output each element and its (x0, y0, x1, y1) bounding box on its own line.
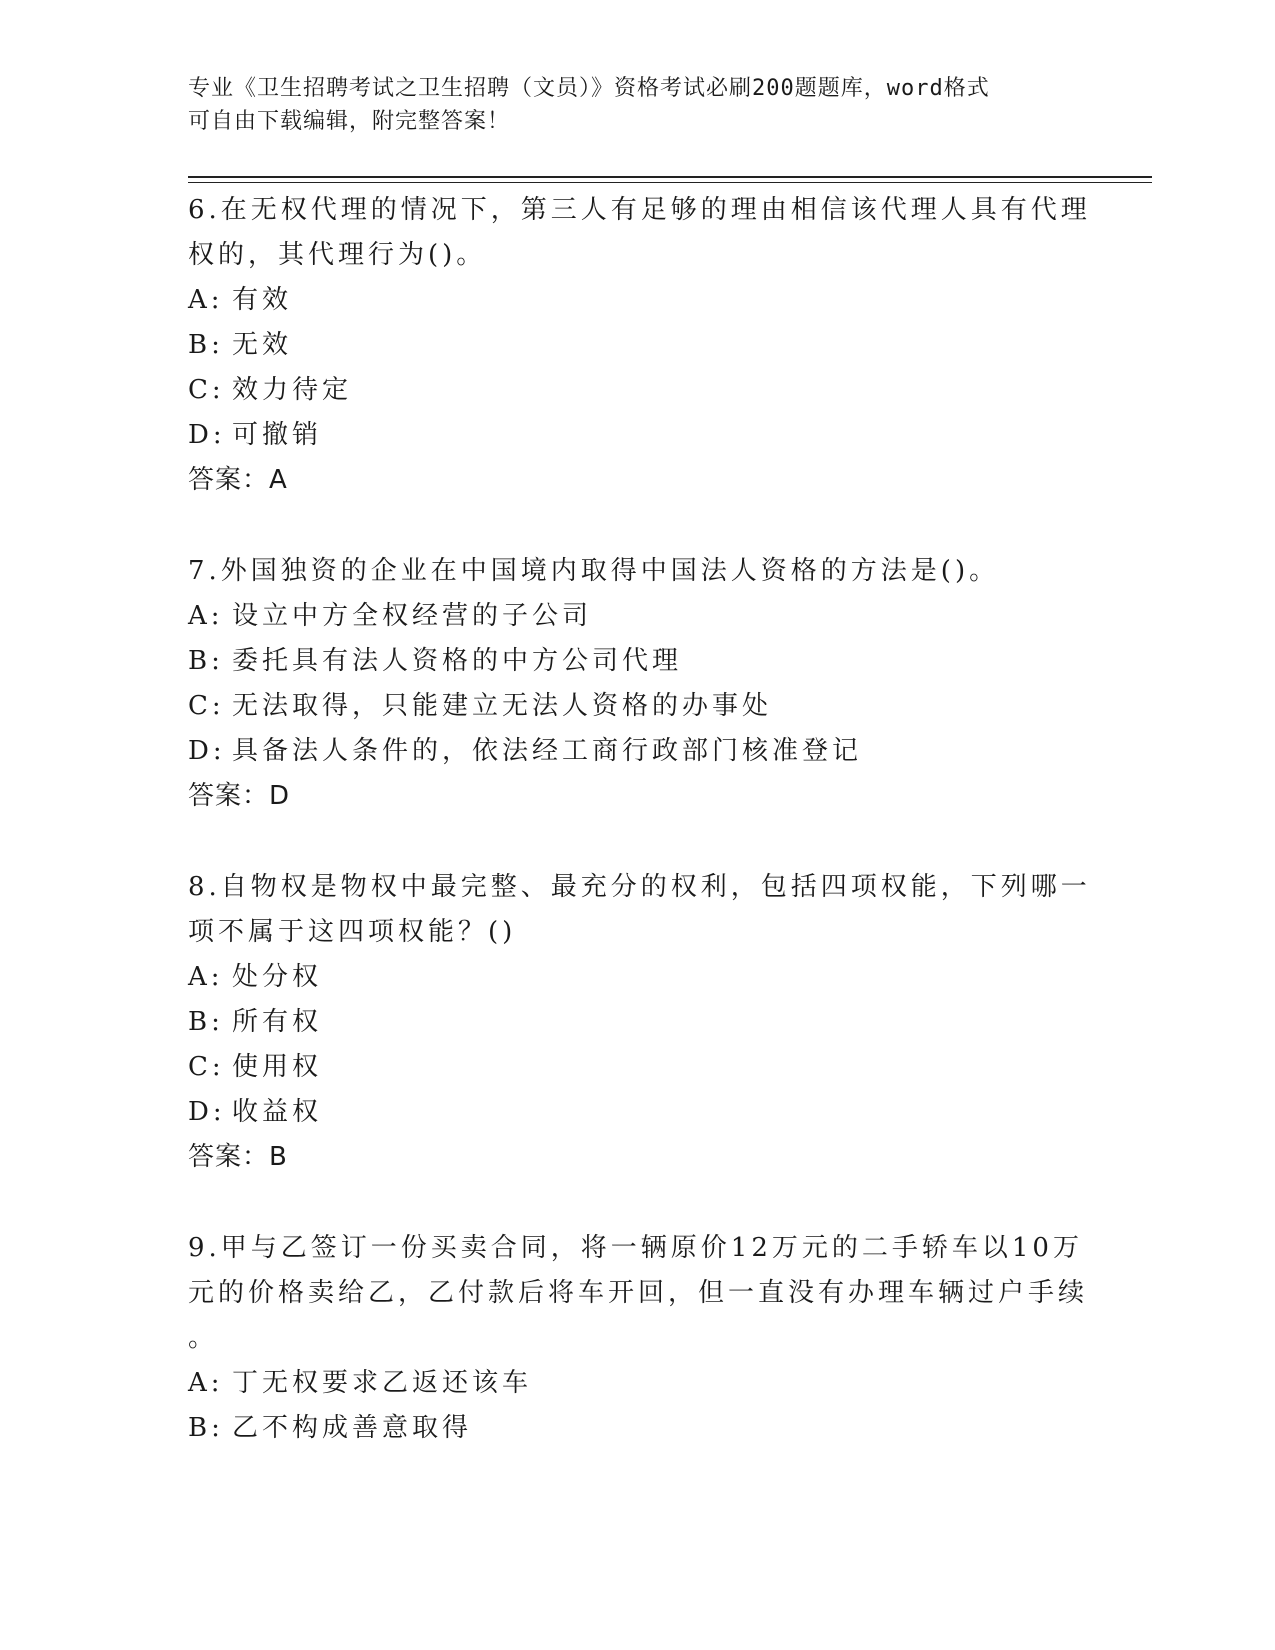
question-stem (188, 865, 1091, 955)
option-letter: B: (188, 1413, 224, 1443)
question-stem (188, 1226, 1089, 1361)
option-letter: B: (188, 646, 224, 676)
option-letter: D: (188, 420, 226, 450)
option-letter: A: (188, 601, 224, 631)
option-text: 所有权 (232, 1007, 323, 1037)
question-9 (188, 1226, 1089, 1451)
option-text: 使用权 (232, 1052, 323, 1082)
option-d (188, 729, 1068, 774)
option-b (188, 323, 1068, 368)
stem-line: 7.外国独资的企业在中国境内取得中国法人资格的方法是()。 (188, 556, 1000, 586)
stem-line: 权的，其代理行为()。 (188, 240, 487, 270)
option-b (188, 1000, 1068, 1045)
stem-line: 项不属于这四项权能？() (188, 917, 517, 947)
answer-line: 答案：A (188, 465, 288, 495)
option-letter: C: (188, 1052, 225, 1082)
option-c (188, 368, 1068, 413)
question-stem (188, 549, 1068, 594)
option-text: 委托具有法人资格的中方公司代理 (232, 646, 683, 676)
option-b (188, 639, 1068, 684)
option-text: 收益权 (232, 1097, 323, 1127)
option-a (188, 594, 1068, 639)
question-stem (188, 188, 1091, 278)
question-7 (188, 549, 1068, 819)
option-letter: D: (188, 736, 226, 766)
option-d (188, 413, 1068, 458)
option-b (188, 1406, 1068, 1451)
option-text: 设立中方全权经营的子公司 (232, 601, 593, 631)
option-letter: C: (188, 375, 225, 405)
stem-line: 8.自物权是物权中最完整、最充分的权利，包括四项权能，下列哪一 (188, 872, 1091, 902)
option-letter: A: (188, 285, 224, 315)
option-a (188, 278, 1068, 323)
question-spacer (188, 819, 1068, 865)
option-letter: A: (188, 1368, 224, 1398)
option-text: 丁无权要求乙返还该车 (232, 1368, 533, 1398)
option-text: 可撤销 (232, 420, 323, 450)
header-divider-thin (188, 182, 1152, 183)
stem-line: 9.甲与乙签订一份买卖合同，将一辆原价12万元的二手轿车以10万 (188, 1233, 1083, 1263)
option-c (188, 684, 1068, 729)
document-header (188, 72, 1068, 138)
question-spacer (188, 503, 1068, 549)
option-a (188, 1361, 1068, 1406)
header-divider-thick (188, 176, 1152, 178)
question-6 (188, 188, 1091, 503)
header-line-1: 专业《卫生招聘考试之卫生招聘（文员）》资格考试必刷200题题库，word格式 (188, 76, 990, 101)
stem-line: 6.在无权代理的情况下，第三人有足够的理由相信该代理人具有代理 (188, 195, 1091, 225)
question-list (188, 188, 1091, 1451)
stem-line: 。 (188, 1323, 219, 1353)
option-d (188, 1090, 1068, 1135)
option-a (188, 955, 1068, 1000)
option-letter: B: (188, 1007, 224, 1037)
option-letter: B: (188, 330, 224, 360)
answer-line: 答案：B (188, 1142, 288, 1172)
option-text: 具备法人条件的，依法经工商行政部门核准登记 (232, 736, 863, 766)
option-text: 效力待定 (232, 375, 353, 405)
option-letter: D: (188, 1097, 226, 1127)
option-letter: A: (188, 962, 224, 992)
header-line-2: 可自由下载编辑，附完整答案！ (188, 109, 511, 134)
option-text: 无法取得，只能建立无法人资格的办事处 (232, 691, 773, 721)
option-text: 无效 (232, 330, 293, 360)
stem-line: 元的价格卖给乙，乙付款后将车开回，但一直没有办理车辆过户手续 (188, 1278, 1089, 1308)
question-spacer (188, 1180, 1068, 1226)
option-text: 处分权 (232, 962, 323, 992)
question-8 (188, 865, 1091, 1180)
option-text: 乙不构成善意取得 (232, 1413, 473, 1443)
option-letter: C: (188, 691, 225, 721)
option-c (188, 1045, 1068, 1090)
answer-line: 答案：D (188, 781, 291, 811)
option-text: 有效 (232, 285, 293, 315)
